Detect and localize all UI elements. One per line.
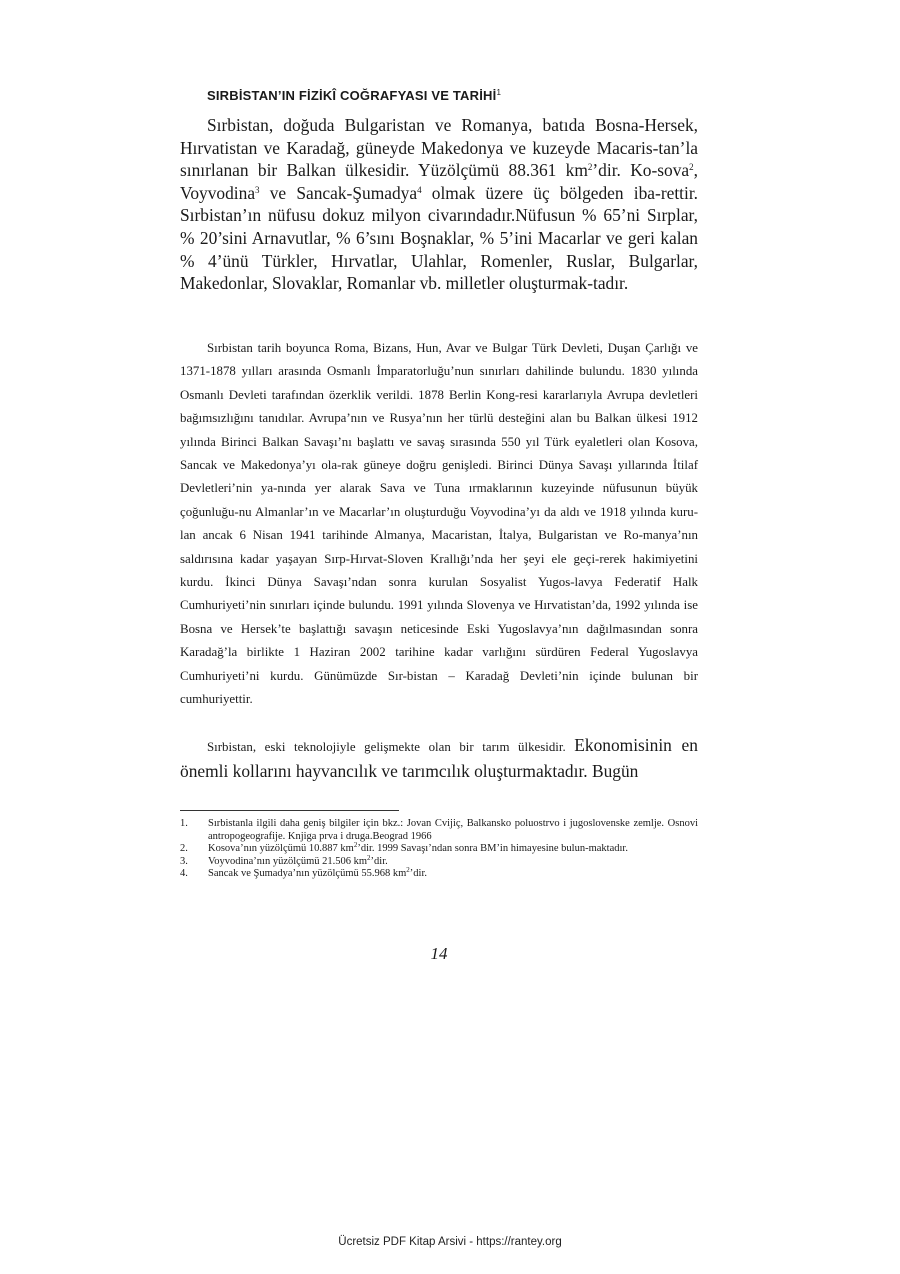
footnote-item: [180, 853, 698, 869]
footnote-text: [208, 868, 698, 881]
km-superscript: 2: [587, 162, 593, 173]
footnote-number: 1.: [180, 818, 188, 829]
footnote-text-pre: Voyvodina’nın yüzölçümü 21.506 km: [208, 855, 368, 867]
section-heading-title: SIRBİSTAN’IN FİZİKÎ COĞRAFYASI VE TARİHİ: [207, 88, 497, 103]
watermark-footer: Ücretsiz PDF Kitap Arsivi - https://rantey.org: [338, 1236, 562, 1248]
footnote-number: 2.: [180, 843, 188, 855]
footnote-number: 4.: [180, 868, 188, 880]
footnote-divider: [180, 810, 399, 811]
footnotes-list: [180, 818, 698, 881]
footnote-item: [180, 843, 698, 856]
footnote-text: [208, 853, 698, 869]
footnote-text-pre: Sancak ve Şumadya’nın yüzölçümü 55.968 km: [208, 868, 407, 880]
footnote-text-post: ’dir.: [409, 868, 428, 880]
page-number: 14: [430, 944, 448, 963]
footnote-text-pre: Kosova’nın yüzölçümü 10.887 km: [208, 843, 354, 855]
heading-footnote-ref[interactable]: 1: [496, 88, 502, 97]
footnote-text-post: ’dir.: [370, 855, 388, 867]
economy-paragraph: [180, 733, 698, 785]
intro-text-part1: Sırbistan, doğuda Bulgaristan ve Romanya, batıda Bosna-Hersek, Hırvatistan ve Karadağ, güneyde Makedonya ve kuzeyde Macaris-tan’la sınırlanan bir Balkan ülkesidir. Yüzölçümü 88.361 km: [180, 115, 698, 181]
intro-paragraph: [180, 114, 698, 295]
footnote-text: [208, 843, 698, 856]
footnote-number: 3.: [180, 855, 188, 867]
footnote-ref-3[interactable]: 3: [255, 184, 260, 195]
section-heading: [207, 88, 501, 103]
footnote-ref-4[interactable]: 4: [417, 184, 422, 195]
footnote-item: [180, 868, 698, 881]
footnote-text: Sırbistanla ilgili daha geniş bilgiler için bkz.: Jovan Cvijiç, Balkansko poluostrvo i jugoslovenske zemlje. Osnovi antropogeografije. Knjiga prva i druga.Beograd 1966: [208, 818, 698, 842]
history-paragraph: Sırbistan tarih boyunca Roma, Bizans, Hun, Avar ve Bulgar Türk Devleti, Duşan Çarlığı ve 1371-1878 yılları arasında Osmanlı İmparatorluğu’nun sınırları dahilinde bulundu. 1830 yılında Osmanlı Devleti tarafından özerklik verildi. 1878 Berlin Kong-resi kararlarıyla Avrupa devletleri bağımsızlığını tanıdılar. Avrupa’nın ve Rusya’nın her türlü desteğini alan bu Balkan ülkesi 1912 yılında Birinci Balkan Savaşı’nı başlattı ve savaş sırasında 550 yıl Türk eyaletleri olan Kosova, Sancak ve Makedonya’yı ola-rak güneye doğru genişledi. Birinci Dünya Savaşı yıllarında İtilaf Devletleri’nin ya-nında yer alarak Sava ve Tuna ırmaklarının kuzeyinde nüfusunun büyük çoğunluğu-nu Almanlar’ın ve Macarlar’ın oluşturduğu Voyvodina’yı da aldı ve 1918 yılında kuru-lan ancak 6 Nisan 1941 tarihinde Almanya, Macaristan, İtalya, Bulgaristan ve Ro-manya’nın saldırısına kadar yaşayan Sırp-Hırvat-Sloven Krallığı’nda her şeyi ele geçi-rerek hakimiyetini kurdu. İkinci Dünya Savaşı’ndan sonra kurulan Sosyalist Yugos-lavya Federatif Halk Cumhuriyeti’nin sınırları içinde bulundu. 1991 yılında Slovenya ve Hırvatistan’da, 1992 yılında ise Bosna ve Hersek’te başlattığı savaşın neticesinde Eski Yugoslavya’nın dağılmasından sonra Karadağ’la birlikte 1 Haziran 2002 tarihine kadar varlığını sürdüren Federal Yugoslavya Cumhuriyeti’ni kurdu. Günümüzde Sır-bistan – Karadağ Devleti’nin içinde bulunan bir cumhuriyettir.: [180, 341, 698, 707]
intro-text-part3: , Voyvodina: [180, 160, 698, 203]
km-superscript: 2: [367, 853, 371, 862]
km-superscript: 2: [353, 841, 358, 850]
footnote-text-post: ’dir. 1999 Savaşı’ndan sonra BM’in himayesine bulun-maktadır.: [357, 843, 628, 855]
intro-text-part2: ’dir. Ko-sova: [592, 160, 690, 181]
km-superscript: 2: [406, 866, 410, 875]
footnote-ref-2[interactable]: 2: [689, 162, 694, 173]
economy-text-large: Ekonomisinin en önemli kollarını hayvancılık ve tarımcılık oluşturmaktadır. Bugün: [180, 735, 698, 781]
economy-text-small: Sırbistan, eski teknolojiyle gelişmekte olan bir tarım ülkesidir.: [207, 740, 575, 754]
intro-text-part5: olmak üzere üç bölgeden iba-rettir. Sırbistan’ın nüfusu dokuz milyon civarındadır.Nüfusun % 65’ni Sırplar, % 20’sini Arnavutlar, % 6’sını Boşnaklar, % 5’ini Macarlar ve geri kalan % 4’ünü Türkler, Hırvatlar, Ulahlar, Romenler, Ruslar, Bulgarlar, Makedonlar, Slovaklar, Romanlar vb. milletler oluşturmak-tadır.: [180, 182, 699, 294]
intro-text-part4: ve Sancak-Şumadya: [259, 182, 418, 203]
footnote-item: [180, 818, 698, 843]
